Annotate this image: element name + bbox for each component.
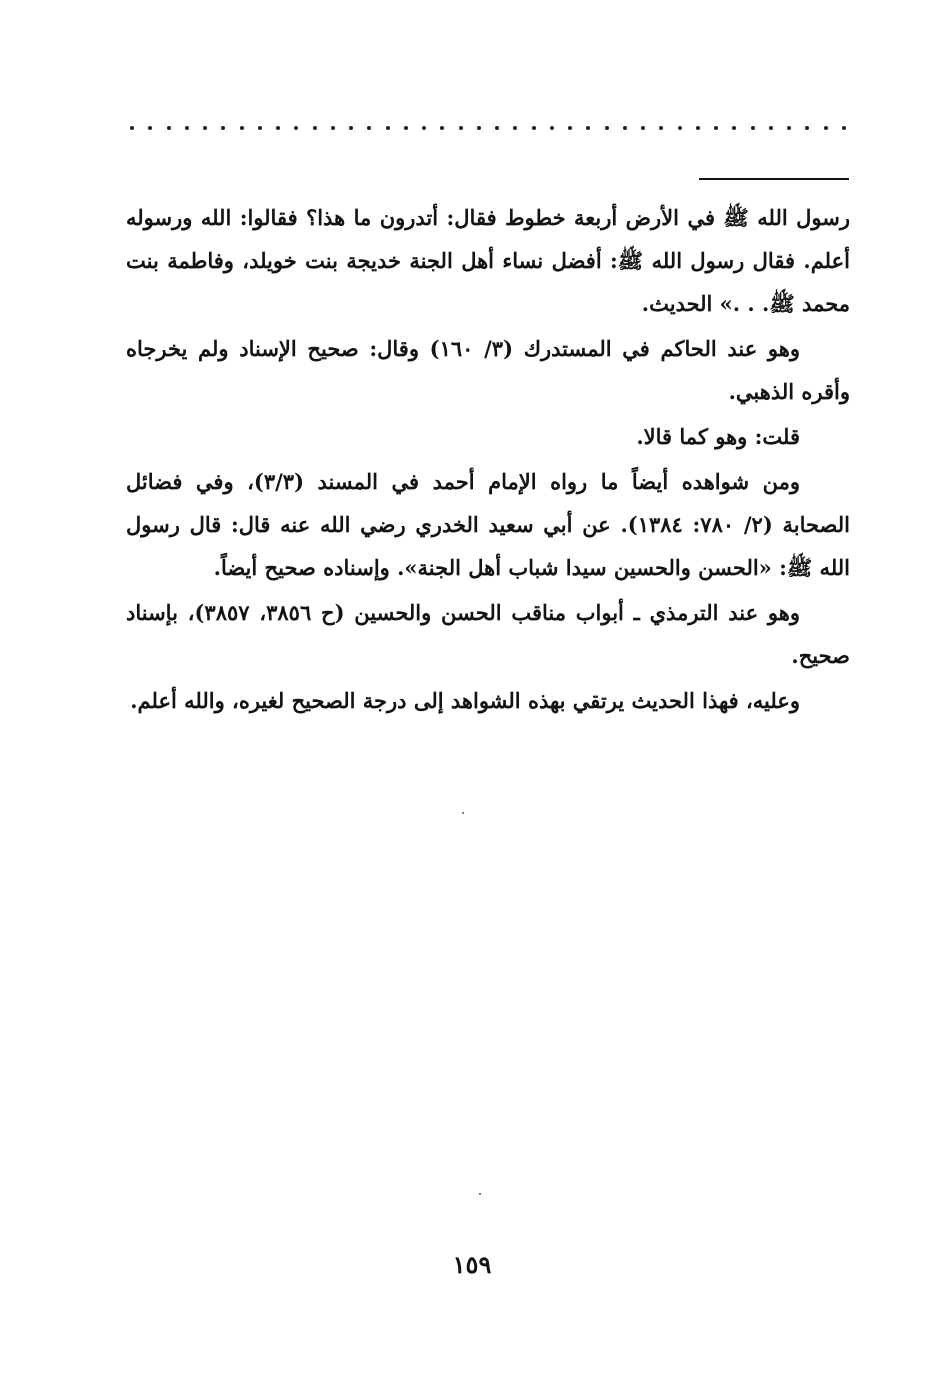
separator-dot	[714, 126, 718, 130]
separator-dot	[568, 126, 572, 130]
separator-dot	[824, 126, 828, 130]
separator-dot	[641, 126, 645, 130]
separator-dot	[440, 126, 444, 130]
separator-dot	[203, 126, 207, 130]
separator-dot	[258, 126, 262, 130]
separator-dot	[386, 126, 390, 130]
scan-speck	[479, 1193, 481, 1195]
separator-dot	[769, 126, 773, 130]
separator-dot	[276, 126, 280, 130]
separator-dot	[313, 126, 317, 130]
separator-dot	[751, 126, 755, 130]
footnote-text	[126, 196, 850, 724]
paragraph-1: رسول الله ﷺ في الأرض أربعة خطوط فقال: أتدرون ما هذا؟ فقالوا: الله ورسوله أعلم. فقال رسول الله ﷺ: أفضل نساء أهل الجنة خديجة بنت خويلد، وفاطمة بنت محمد ﷺ. . .» الحديث.	[126, 205, 850, 316]
paragraph-5: وهو عند الترمذي ـ أبواب مناقب الحسن والحسين (ح ٣٨٥٦، ٣٨٥٧)، بإسناد صحيح.	[126, 600, 850, 668]
dotted-separator	[130, 118, 846, 138]
separator-dot	[294, 126, 298, 130]
separator-dot	[532, 126, 536, 130]
separator-dot	[787, 126, 791, 130]
separator-dot	[842, 126, 846, 130]
separator-dot	[513, 126, 517, 130]
separator-dot	[221, 126, 225, 130]
paragraph-4: ومن شواهده أيضاً ما رواه الإمام أحمد في المسند (٣/٣)، وفي فضائل الصحابة (٢/ ٧٨٠: ١٣٨٤). عن أبي سعيد الخدري رضي الله عنه قال: قال رسول الله ﷺ: «الحسن والحسين سيدا شباب أهل الجنة». وإسناده صحيح أيضاً.	[126, 469, 850, 580]
separator-dot	[148, 126, 152, 130]
footnote-rule	[699, 178, 849, 180]
separator-dot	[167, 126, 171, 130]
separator-dot	[459, 126, 463, 130]
separator-dot	[550, 126, 554, 130]
separator-dot	[605, 126, 609, 130]
separator-dot	[586, 126, 590, 130]
separator-dot	[477, 126, 481, 130]
separator-dot	[185, 126, 189, 130]
paragraph-2: وهو عند الحاكم في المستدرك (٣/ ١٦٠) وقال: صحيح الإسناد ولم يخرجاه وأقره الذهبي.	[126, 336, 850, 404]
separator-dot	[130, 126, 134, 130]
separator-dot	[678, 126, 682, 130]
paragraph-6: وعليه، فهذا الحديث يرتقي بهذه الشواهد إلى درجة الصحيح لغيره، والله أعلم.	[130, 688, 800, 713]
separator-dot	[659, 126, 663, 130]
separator-dot	[422, 126, 426, 130]
page-number: ١٥٩	[452, 1250, 492, 1279]
separator-dot	[732, 126, 736, 130]
separator-dot	[805, 126, 809, 130]
separator-dot	[331, 126, 335, 130]
paragraph-3: قلت: وهو كما قالا.	[636, 424, 800, 449]
separator-dot	[367, 126, 371, 130]
separator-dot	[495, 126, 499, 130]
separator-dot	[404, 126, 408, 130]
separator-dot	[349, 126, 353, 130]
separator-dot	[623, 126, 627, 130]
scan-speck	[462, 812, 464, 814]
separator-dot	[240, 126, 244, 130]
separator-dot	[696, 126, 700, 130]
